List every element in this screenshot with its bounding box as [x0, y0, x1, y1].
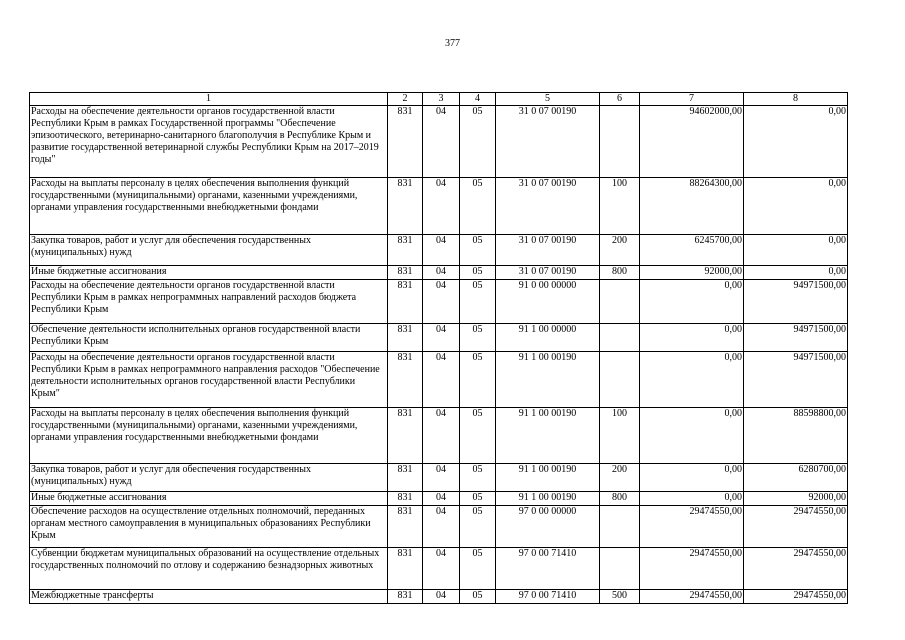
table-row	[30, 235, 848, 266]
header-row	[30, 93, 848, 106]
row-description: Расходы на выплаты персоналу в целях обеспечения выполнения функций государственными (муниципальными) органами, казенными учреждениями, органами управления государственными внебюджетными фондами	[30, 408, 388, 464]
row-target-article: 91 1 00 00190	[496, 352, 600, 408]
row-subsection: 05	[460, 464, 496, 492]
row-section: 04	[423, 408, 460, 464]
table-row	[30, 280, 848, 324]
header-col-3: 3	[423, 93, 460, 106]
table-row	[30, 506, 848, 548]
row-amount-col7: 0,00	[640, 408, 744, 464]
row-ministry-code: 831	[388, 590, 423, 604]
row-description: Закупка товаров, работ и услуг для обеспечения государственных (муниципальных) нужд	[30, 464, 388, 492]
row-target-article: 91 1 00 00190	[496, 492, 600, 506]
row-expense-type	[600, 506, 640, 548]
row-target-article: 97 0 00 71410	[496, 590, 600, 604]
row-description: Расходы на обеспечение деятельности органов государственной власти Республики Крым в рамках непрограммного направления расходов "Обеспечение деятельности исполнительных органов государственной власти Республики Крым"	[30, 352, 388, 408]
table-row	[30, 106, 848, 178]
row-subsection: 05	[460, 352, 496, 408]
row-amount-col7: 0,00	[640, 352, 744, 408]
row-amount-col7: 0,00	[640, 280, 744, 324]
row-ministry-code: 831	[388, 324, 423, 352]
row-amount-col8: 88598800,00	[744, 408, 848, 464]
row-section: 04	[423, 280, 460, 324]
page-number: 377	[445, 38, 460, 49]
row-expense-type: 200	[600, 464, 640, 492]
row-expense-type: 800	[600, 266, 640, 280]
row-ministry-code: 831	[388, 280, 423, 324]
row-amount-col7: 88264300,00	[640, 178, 744, 235]
table-row	[30, 464, 848, 492]
row-section: 04	[423, 235, 460, 266]
row-description: Субвенции бюджетам муниципальных образований на осуществление отдельных государственных полномочий по отлову и содержанию безнадзорных животных	[30, 548, 388, 590]
row-ministry-code: 831	[388, 506, 423, 548]
table-row	[30, 266, 848, 280]
row-section: 04	[423, 352, 460, 408]
row-amount-col8: 0,00	[744, 178, 848, 235]
table-row	[30, 324, 848, 352]
row-amount-col8: 6280700,00	[744, 464, 848, 492]
row-amount-col7: 94602000,00	[640, 106, 744, 178]
row-ministry-code: 831	[388, 492, 423, 506]
row-description: Обеспечение расходов на осуществление отдельных полномочий, переданных органам местного самоуправления в муниципальных образованиях Республики Крым	[30, 506, 388, 548]
row-ministry-code: 831	[388, 178, 423, 235]
row-expense-type: 200	[600, 235, 640, 266]
row-subsection: 05	[460, 548, 496, 590]
row-expense-type: 100	[600, 178, 640, 235]
row-description: Иные бюджетные ассигнования	[30, 492, 388, 506]
row-target-article: 31 0 07 00190	[496, 106, 600, 178]
row-subsection: 05	[460, 178, 496, 235]
row-amount-col7: 0,00	[640, 492, 744, 506]
row-section: 04	[423, 492, 460, 506]
budget-table	[29, 92, 848, 604]
row-amount-col8: 94971500,00	[744, 280, 848, 324]
row-section: 04	[423, 506, 460, 548]
row-expense-type	[600, 106, 640, 178]
row-ministry-code: 831	[388, 548, 423, 590]
row-subsection: 05	[460, 280, 496, 324]
row-target-article: 91 1 00 00000	[496, 324, 600, 352]
row-amount-col7: 29474550,00	[640, 590, 744, 604]
row-section: 04	[423, 266, 460, 280]
row-ministry-code: 831	[388, 106, 423, 178]
row-description: Расходы на выплаты персоналу в целях обеспечения выполнения функций государственными (муниципальными) органами, казенными учреждениями, органами управления государственными внебюджетными фондами	[30, 178, 388, 235]
table-row	[30, 178, 848, 235]
row-expense-type	[600, 280, 640, 324]
row-target-article: 31 0 07 00190	[496, 266, 600, 280]
row-expense-type	[600, 324, 640, 352]
row-amount-col8: 29474550,00	[744, 548, 848, 590]
row-ministry-code: 831	[388, 408, 423, 464]
row-amount-col7: 0,00	[640, 324, 744, 352]
row-amount-col8: 29474550,00	[744, 590, 848, 604]
table-row	[30, 548, 848, 590]
header-col-6: 6	[600, 93, 640, 106]
row-description: Межбюджетные трансферты	[30, 590, 388, 604]
row-target-article: 31 0 07 00190	[496, 178, 600, 235]
row-description: Расходы на обеспечение деятельности органов государственной власти Республики Крым в рамках непрограммных направлений расходов бюджета Республики Крым	[30, 280, 388, 324]
row-description: Расходы на обеспечение деятельности органов государственной власти Республики Крым в рамках Государственной программы "Обеспечение эпизоотического, ветеринарно-санитарного благополучия в Республике Крым и развитие государственной ветеринарной службы Республики Крым на 2017–2019 годы"	[30, 106, 388, 178]
row-target-article: 31 0 07 00190	[496, 235, 600, 266]
row-description: Обеспечение деятельности исполнительных органов государственной власти Республики Крым	[30, 324, 388, 352]
row-amount-col7: 0,00	[640, 464, 744, 492]
row-target-article: 97 0 00 00000	[496, 506, 600, 548]
row-ministry-code: 831	[388, 464, 423, 492]
header-col-7: 7	[640, 93, 744, 106]
row-target-article: 97 0 00 71410	[496, 548, 600, 590]
row-subsection: 05	[460, 408, 496, 464]
row-section: 04	[423, 106, 460, 178]
row-description: Закупка товаров, работ и услуг для обеспечения государственных (муниципальных) нужд	[30, 235, 388, 266]
table-body	[30, 106, 848, 604]
row-section: 04	[423, 548, 460, 590]
row-subsection: 05	[460, 492, 496, 506]
row-target-article: 91 0 00 00000	[496, 280, 600, 324]
row-amount-col8: 94971500,00	[744, 324, 848, 352]
row-section: 04	[423, 464, 460, 492]
row-amount-col7: 92000,00	[640, 266, 744, 280]
row-expense-type	[600, 548, 640, 590]
row-description: Иные бюджетные ассигнования	[30, 266, 388, 280]
row-amount-col7: 6245700,00	[640, 235, 744, 266]
header-col-4: 4	[460, 93, 496, 106]
header-col-8: 8	[744, 93, 848, 106]
row-amount-col8: 0,00	[744, 235, 848, 266]
header-col-5: 5	[496, 93, 600, 106]
row-amount-col8: 94971500,00	[744, 352, 848, 408]
row-subsection: 05	[460, 590, 496, 604]
row-amount-col8: 0,00	[744, 106, 848, 178]
row-ministry-code: 831	[388, 235, 423, 266]
row-section: 04	[423, 324, 460, 352]
table-row	[30, 352, 848, 408]
row-amount-col7: 29474550,00	[640, 548, 744, 590]
row-section: 04	[423, 590, 460, 604]
row-subsection: 05	[460, 324, 496, 352]
header-col-2: 2	[388, 93, 423, 106]
row-subsection: 05	[460, 266, 496, 280]
row-amount-col8: 29474550,00	[744, 506, 848, 548]
row-expense-type: 500	[600, 590, 640, 604]
header-col-1: 1	[30, 93, 388, 106]
table-header	[30, 93, 848, 106]
row-ministry-code: 831	[388, 352, 423, 408]
row-amount-col8: 0,00	[744, 266, 848, 280]
row-expense-type: 800	[600, 492, 640, 506]
row-ministry-code: 831	[388, 266, 423, 280]
row-expense-type: 100	[600, 408, 640, 464]
row-amount-col8: 92000,00	[744, 492, 848, 506]
table-row	[30, 590, 848, 604]
row-target-article: 91 1 00 00190	[496, 464, 600, 492]
table-row	[30, 408, 848, 464]
table-row	[30, 492, 848, 506]
row-expense-type	[600, 352, 640, 408]
row-target-article: 91 1 00 00190	[496, 408, 600, 464]
row-subsection: 05	[460, 106, 496, 178]
row-subsection: 05	[460, 235, 496, 266]
row-section: 04	[423, 178, 460, 235]
row-subsection: 05	[460, 506, 496, 548]
row-amount-col7: 29474550,00	[640, 506, 744, 548]
